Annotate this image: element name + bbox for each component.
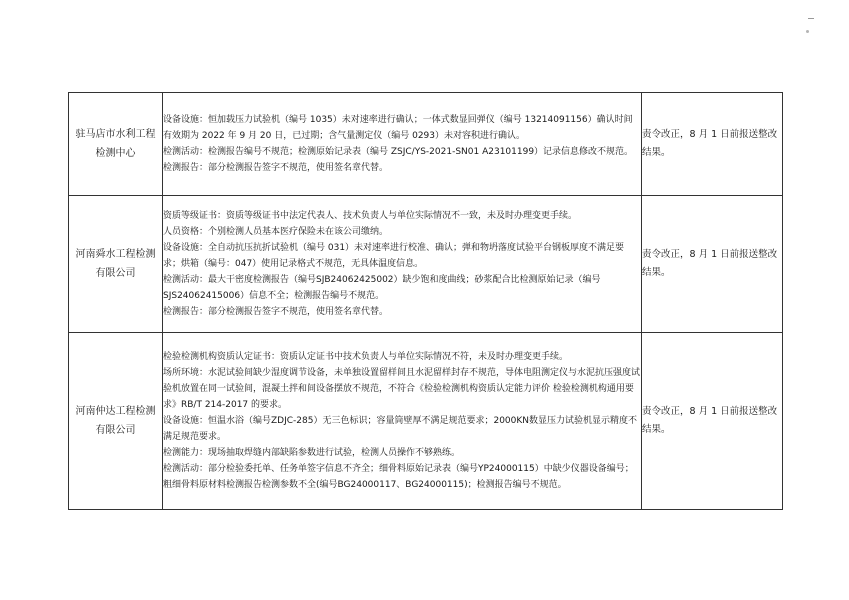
issue-item: 检测活动：最大干密度检测报告（编号SJB24062425002）缺少饱和度曲线；砂浆配合比检测原始记录（编号 SJS24062415006）信息不全；检测报告编号不规范。	[163, 275, 601, 301]
organization-name-line: 河南舜水工程检测	[75, 249, 156, 260]
scan-mark	[808, 18, 814, 19]
action-text: 责令改正，8 月 1 日前报送整改结果。	[642, 406, 778, 435]
issue-item: 检测能力：现场抽取焊缝内部缺陷参数进行试验，检测人员操作不够熟练。	[163, 448, 461, 458]
organization-name-line: 驻马店市水利工程	[75, 129, 156, 140]
organization-name-line: 河南仲达工程检测	[75, 406, 156, 417]
issue-item: 设备设施：恒加载压力试验机（编号 1035）未对速率进行确认；一体式数显回弹仪（编号 13214091156）确认时间有效期为 2022 年 9 月 20 日，已过期；含气量测定仪（编号 0293）未对容积进行确认。	[163, 115, 633, 141]
issue-item: 资质等级证书：资质等级证书中法定代表人、技术负责人与单位实际情况不一致，未及时办理变更手续。	[163, 211, 578, 221]
issues-cell	[163, 196, 642, 333]
issues-cell	[163, 333, 642, 510]
issue-item: 检测活动：部分检验委托单、任务单签字信息不齐全；细骨料原始记录表（编号YP24000115）中缺少仪器设备编号；粗细骨料原材料检测报告检测参数不全(编号BG24000117、BG24000115)；检测报告编号不规范。	[163, 464, 634, 490]
table-row	[69, 196, 783, 333]
issue-item: 检测活动：检测报告编号不规范；检测原始记录表（编号 ZSJC/YS-2021-SN01 A23101199）记录信息修改不规范。	[163, 147, 634, 157]
issue-item: 检验检测机构资质认定证书：资质认定证书中技术负责人与单位实际情况不符，未及时办理变更手续。	[163, 352, 569, 362]
action-cell	[642, 93, 783, 196]
action-text: 责令改正，8 月 1 日前报送整改结果。	[642, 129, 778, 158]
issue-item: 设备设施：恒温水浴（编号ZDJC-285）无三色标识；容量筒壁厚不满足规范要求；2000KN数显压力试验机显示精度不满足规范要求。	[163, 416, 638, 442]
organization-cell	[69, 333, 163, 510]
issue-item: 检测报告：部分检测报告签字不规范，使用签名章代替。	[163, 307, 389, 317]
organization-cell	[69, 196, 163, 333]
issue-item: 人员资格：个别检测人员基本医疗保险未在该公司缴纳。	[163, 227, 389, 237]
issue-item: 设备设施：全自动抗压抗折试验机（编号 031）未对速率进行校准、确认；弹和物坍落度试验平台钢板厚度不满足要求；烘箱（编号：047）使用记录格式不规范，无具体温度信息。	[163, 243, 625, 269]
action-cell	[642, 333, 783, 510]
inspection-results-table	[68, 92, 783, 510]
issue-item: 场所环境：水泥试验间缺少湿度调节设备，未单独设置留样间且水泥留样封存不规范，导体电阻测定仪与水泥抗压强度试验机放置在同一试验间，混凝土拌和间设备摆放不规范，不符合《检验检测机构资质认定能力评价 检验检测机构通用要求》RB/T 214-2017 的要求。	[163, 368, 641, 410]
organization-name-line: 有限公司	[95, 268, 136, 279]
organization-name-line: 有限公司	[95, 425, 136, 436]
issue-item: 检测报告：部分检测报告签字不规范，使用签名章代替。	[163, 163, 389, 173]
scan-dot	[806, 30, 809, 33]
table-row	[69, 333, 783, 510]
organization-name-line: 检测中心	[95, 148, 136, 159]
issues-cell	[163, 93, 642, 196]
organization-cell	[69, 93, 163, 196]
table-row	[69, 93, 783, 196]
action-cell	[642, 196, 783, 333]
action-text: 责令改正，8 月 1 日前报送整改结果。	[642, 249, 778, 278]
